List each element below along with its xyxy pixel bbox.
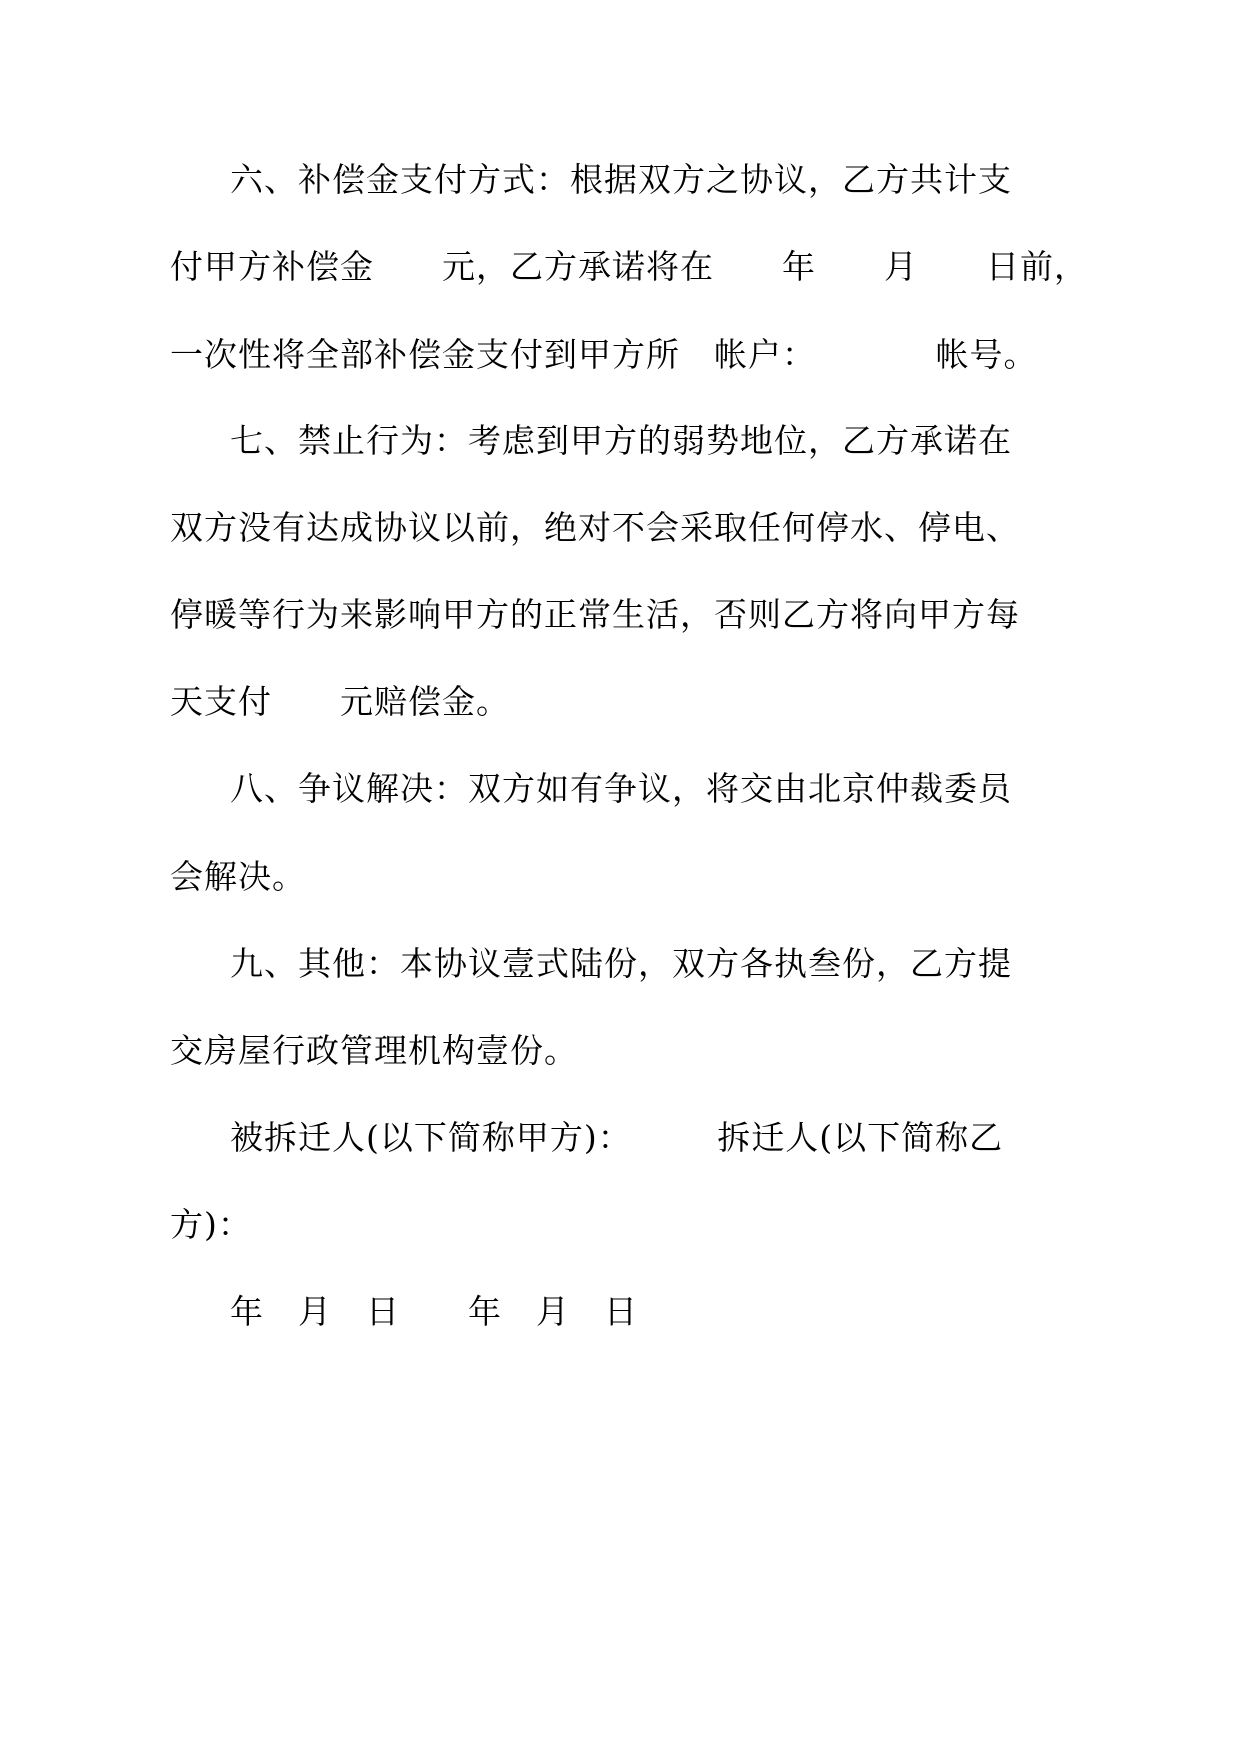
clause-8-line-1: 八、争议解决：双方如有争议，将交由北京仲裁委员 — [230, 769, 1012, 808]
clause-7-line-1: 七、禁止行为：考虑到甲方的弱势地位，乙方承诺在 — [230, 421, 1012, 460]
signature-parties-line-2: 方)： — [170, 1205, 252, 1244]
clause-8-line-2: 会解决。 — [170, 857, 306, 896]
clause-6-line-1: 六、补偿金支付方式：根据双方之协议，乙方共计支 — [230, 160, 1012, 199]
signature-parties-line-1: 被拆迁人(以下简称甲方)： 拆迁人(以下简称乙 — [230, 1118, 1004, 1157]
clause-7-line-4: 天支付 元赔偿金。 — [170, 682, 510, 721]
signature-date-line: 年 月 日 年 月 日 — [230, 1292, 638, 1331]
clause-6-line-2: 付甲方补偿金 元，乙方承诺将在 年 月 日前， — [170, 247, 1088, 286]
clause-6-line-3: 一次性将全部补偿金支付到甲方所 帐户： 帐号。 — [170, 335, 1038, 374]
clause-9-line-2: 交房屋行政管理机构壹份。 — [170, 1031, 578, 1070]
clause-7-line-2: 双方没有达成协议以前，绝对不会采取任何停水、停电、 — [170, 508, 1020, 547]
clause-7-line-3: 停暖等行为来影响甲方的正常生活，否则乙方将向甲方每 — [170, 595, 1020, 634]
clause-9-line-1: 九、其他：本协议壹式陆份，双方各执叁份，乙方提 — [230, 944, 1012, 983]
